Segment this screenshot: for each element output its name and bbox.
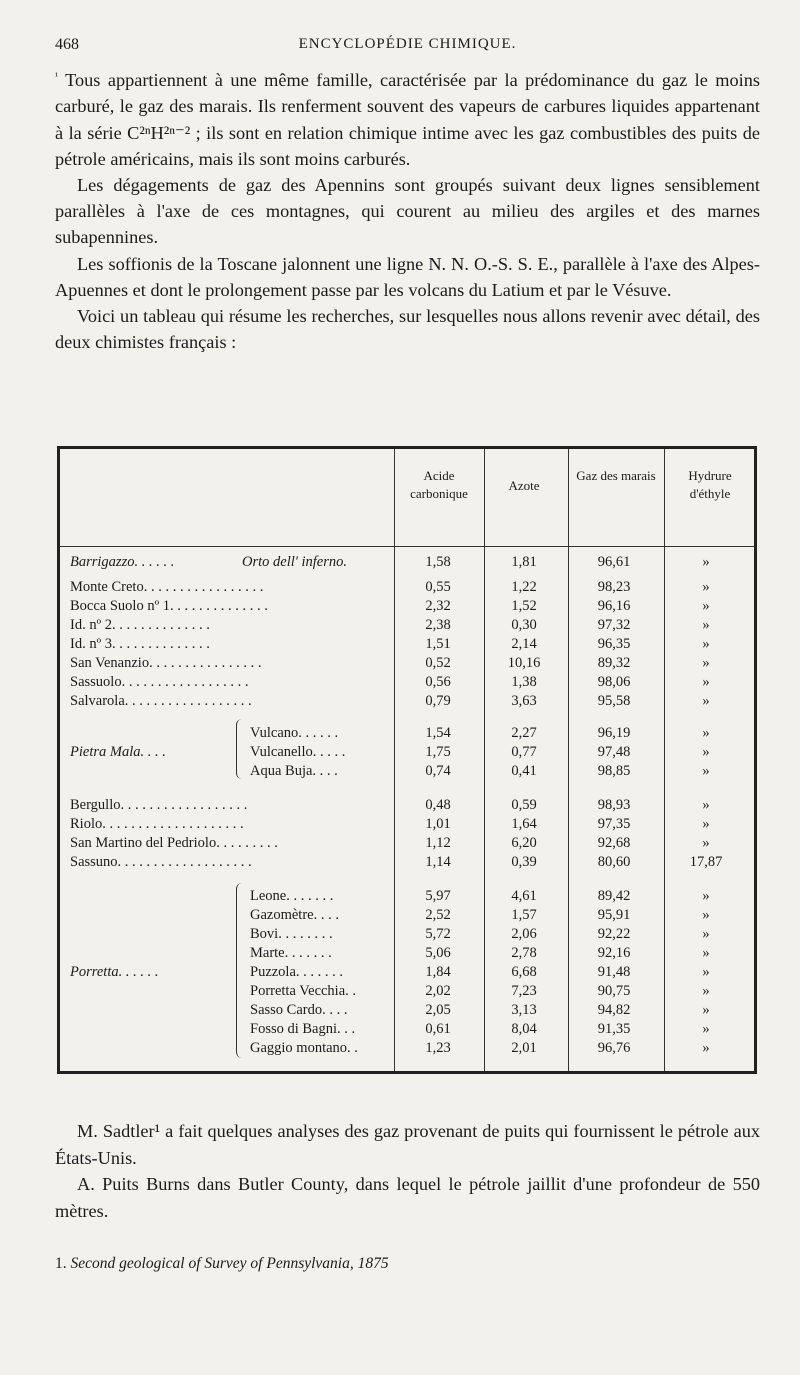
group-brace [236, 883, 243, 1058]
cell-azote: 0,30 [511, 617, 537, 633]
row-sublabel: Porretta Vecchia. . [250, 983, 357, 999]
cell-gaz: 98,85 [597, 763, 631, 779]
cell-azote: 2,01 [511, 1040, 537, 1056]
cell-acide: 2,02 [425, 983, 451, 999]
cell-gaz: 91,35 [597, 1021, 631, 1037]
cell-gaz: 94,82 [597, 1002, 631, 1018]
cell-gaz: 96,61 [597, 554, 631, 570]
cell-acide: 1,12 [425, 835, 451, 851]
cell-azote: 0,41 [511, 763, 537, 779]
cell-acide: 0,61 [425, 1021, 451, 1037]
cell-hydrure: » [702, 725, 710, 741]
cell-acide: 1,84 [425, 964, 451, 980]
row-label: San Venanzio. . . . . . . . . . . . . . . . [70, 655, 262, 671]
cell-acide: 0,48 [425, 797, 451, 813]
cell-gaz: 97,32 [597, 617, 631, 633]
cell-hydrure: » [702, 617, 710, 633]
row-label: Sassuno. . . . . . . . . . . . . . . . . . . [70, 854, 252, 870]
cell-azote: 1,22 [511, 579, 537, 595]
row-sublabel: Marte. . . . . . . [250, 945, 332, 961]
cell-azote: 1,64 [511, 816, 537, 832]
cell-gaz: 95,91 [597, 907, 631, 923]
cell-gaz: 97,48 [597, 744, 631, 760]
row-label: Bergullo. . . . . . . . . . . . . . . . . . [70, 797, 248, 813]
cell-hydrure: » [702, 1002, 710, 1018]
cell-acide: 2,32 [425, 598, 451, 614]
cell-azote: 1,38 [511, 674, 537, 690]
cell-azote: 1,57 [511, 907, 537, 923]
cell-acide: 5,06 [425, 945, 451, 961]
cell-hydrure: » [702, 1021, 710, 1037]
row-label: Salvarola. . . . . . . . . . . . . . . . . . [70, 693, 252, 709]
cell-acide: 0,56 [425, 674, 451, 690]
cell-hydrure: » [702, 816, 710, 832]
footnote-text: Second geological of Survey of Pennsylvania, 1875 [70, 1255, 389, 1272]
cell-hydrure: » [702, 636, 710, 652]
cell-azote: 1,52 [511, 598, 537, 614]
table-row [60, 852, 754, 874]
group-brace [236, 719, 243, 779]
cell-azote: 3,63 [511, 693, 537, 709]
cell-acide: 5,97 [425, 888, 451, 904]
cell-azote: 1,81 [511, 554, 537, 570]
cell-gaz: 98,93 [597, 797, 631, 813]
paragraph: Voici un tableau qui résume les recherches, sur lesquelles nous allons revenir avec détail, des deux chimistes français : [55, 305, 760, 353]
cell-azote: 2,78 [511, 945, 537, 961]
cell-azote: 7,23 [511, 983, 537, 999]
cell-gaz: 98,06 [597, 674, 631, 690]
after-text [55, 1118, 760, 1224]
cell-azote: 0,39 [511, 854, 537, 870]
row-label: San Martino del Pedriolo. . . . . . . . . [70, 835, 278, 851]
cell-acide: 1,01 [425, 816, 451, 832]
row-sublabel: Gaggio montano. . [250, 1040, 358, 1056]
row-label: Barrigazzo. . . . . . [70, 554, 175, 570]
table-body [60, 546, 754, 1071]
cell-acide: 2,38 [425, 617, 451, 633]
cell-hydrure: » [702, 693, 710, 709]
running-title: ENCYCLOPÉDIE CHIMIQUE. [298, 36, 517, 52]
cell-gaz: 96,19 [597, 725, 631, 741]
col-header-acide: Acide carbonique [410, 468, 468, 501]
cell-hydrure: » [702, 579, 710, 595]
row-label: Monte Creto. . . . . . . . . . . . . . . . . [70, 579, 264, 595]
cell-acide: 1,75 [425, 744, 451, 760]
page-header [55, 28, 760, 58]
cell-gaz: 98,23 [597, 579, 631, 595]
intro-text [55, 64, 760, 355]
cell-hydrure: » [702, 907, 710, 923]
row-sublabel: Aqua Buja. . . . [250, 763, 338, 779]
row-sublabel: Orto dell' inferno. [242, 554, 347, 570]
row-label: Pietra Mala. . . . [70, 744, 166, 760]
cell-acide: 0,79 [425, 693, 451, 709]
footnote-marker: ¹ [55, 71, 58, 82]
cell-azote: 3,13 [511, 1002, 537, 1018]
page-number: 468 [55, 36, 79, 53]
cell-acide: 1,58 [425, 554, 451, 570]
row-sublabel: Vulcanello. . . . . [250, 744, 346, 760]
cell-gaz: 97,35 [597, 816, 631, 832]
col-header-azote: Azote [508, 478, 540, 493]
paragraph: M. Sadtler¹ a fait quelques analyses des gaz provenant de puits qui fournissent le pétrole aux États-Unis. [55, 1121, 760, 1168]
table-row [60, 761, 754, 783]
cell-hydrure: » [702, 983, 710, 999]
cell-acide: 0,74 [425, 763, 451, 779]
cell-hydrure: » [702, 674, 710, 690]
table-row [60, 552, 754, 574]
row-label: Id. nº 3. . . . . . . . . . . . . . [70, 636, 210, 652]
paragraph: Les soffionis de la Toscane jalonnent une ligne N. N. O.-S. S. E., parallèle à l'axe des Alpes-Apuennes et dont le prolongement passe par les volcans du Latium et par le Vésuve. [55, 253, 760, 300]
cell-hydrure: » [702, 888, 710, 904]
footnote-number: 1. [55, 1255, 67, 1272]
cell-gaz: 90,75 [597, 983, 631, 999]
cell-gaz: 96,35 [597, 636, 631, 652]
cell-azote: 0,77 [511, 744, 537, 760]
cell-acide: 1,51 [425, 636, 451, 652]
cell-azote: 10,16 [507, 655, 541, 671]
row-label: Bocca Suolo nº 1. . . . . . . . . . . . . . [70, 598, 268, 614]
row-label: Porretta. . . . . . [70, 964, 159, 980]
table-header [60, 449, 754, 547]
cell-azote: 0,59 [511, 797, 537, 813]
cell-hydrure: » [702, 926, 710, 942]
cell-azote: 2,14 [511, 636, 537, 652]
cell-azote: 4,61 [511, 888, 537, 904]
col-header-gaz: Gaz des marais [576, 468, 656, 483]
paragraph [55, 64, 760, 172]
cell-hydrure: » [702, 797, 710, 813]
cell-azote: 8,04 [511, 1021, 537, 1037]
row-sublabel: Leone. . . . . . . [250, 888, 334, 904]
cell-acide: 5,72 [425, 926, 451, 942]
cell-gaz: 96,76 [597, 1040, 631, 1056]
row-label: Id. nº 2. . . . . . . . . . . . . . [70, 617, 210, 633]
row-sublabel: Fosso di Bagni. . . [250, 1021, 356, 1037]
cell-acide: 1,23 [425, 1040, 451, 1056]
paragraph: Les dégagements de gaz des Apennins sont groupés suivant deux lignes sensiblement parallèles à l'axe de ces montagnes, qui courent au milieu des argiles et des marnes subapennines. [55, 174, 760, 248]
table-row [60, 691, 754, 713]
cell-gaz: 95,58 [597, 693, 631, 709]
footnote [55, 1255, 389, 1273]
row-sublabel: Vulcano. . . . . . [250, 725, 339, 741]
cell-gaz: 80,60 [597, 854, 631, 870]
cell-hydrure: » [702, 598, 710, 614]
cell-acide: 2,52 [425, 907, 451, 923]
row-sublabel: Bovi. . . . . . . . [250, 926, 333, 942]
paragraph-text: Tous appartiennent à une même famille, caractérisée par la prédominance du gaz le moins carburé, le gaz des marais. Ils renferment souvent des vapeurs de carbures liquides appartenant à la série C²ⁿH²ⁿ⁻² ; ils sont en relation chimique intime avec les gaz combustibles des puits de pétrole américains, mais ils sont moins carburés. [55, 70, 760, 169]
cell-azote: 6,20 [511, 835, 537, 851]
row-sublabel: Sasso Cardo. . . . [250, 1002, 348, 1018]
cell-gaz: 92,22 [597, 926, 631, 942]
cell-gaz: 89,32 [597, 655, 631, 671]
cell-gaz: 92,68 [597, 835, 631, 851]
paragraph: A. Puits Burns dans Butler County, dans lequel le pétrole jaillit d'une profondeur de 550 mètres. [55, 1174, 760, 1221]
cell-azote: 6,68 [511, 964, 537, 980]
col-header-hydrure: Hydrure d'éthyle [688, 468, 732, 501]
cell-hydrure: » [702, 835, 710, 851]
cell-hydrure: » [702, 655, 710, 671]
cell-acide: 0,52 [425, 655, 451, 671]
gas-analysis-table [57, 446, 757, 1074]
row-label: Riolo. . . . . . . . . . . . . . . . . . . . [70, 816, 244, 832]
row-sublabel: Gazomètre. . . . [250, 907, 339, 923]
cell-gaz: 89,42 [597, 888, 631, 904]
cell-azote: 2,06 [511, 926, 537, 942]
row-label: Sassuolo. . . . . . . . . . . . . . . . . . [70, 674, 249, 690]
cell-gaz: 91,48 [597, 964, 631, 980]
cell-hydrure: » [702, 763, 710, 779]
cell-hydrure: 17,87 [689, 854, 723, 870]
cell-acide: 1,14 [425, 854, 451, 870]
cell-hydrure: » [702, 554, 710, 570]
cell-gaz: 96,16 [597, 598, 631, 614]
cell-hydrure: » [702, 945, 710, 961]
table-row [60, 1038, 754, 1060]
cell-hydrure: » [702, 744, 710, 760]
row-sublabel: Puzzola. . . . . . . [250, 964, 344, 980]
cell-azote: 2,27 [511, 725, 537, 741]
cell-hydrure: » [702, 964, 710, 980]
cell-gaz: 92,16 [597, 945, 631, 961]
cell-acide: 0,55 [425, 579, 451, 595]
cell-acide: 2,05 [425, 1002, 451, 1018]
cell-hydrure: » [702, 1040, 710, 1056]
cell-acide: 1,54 [425, 725, 451, 741]
